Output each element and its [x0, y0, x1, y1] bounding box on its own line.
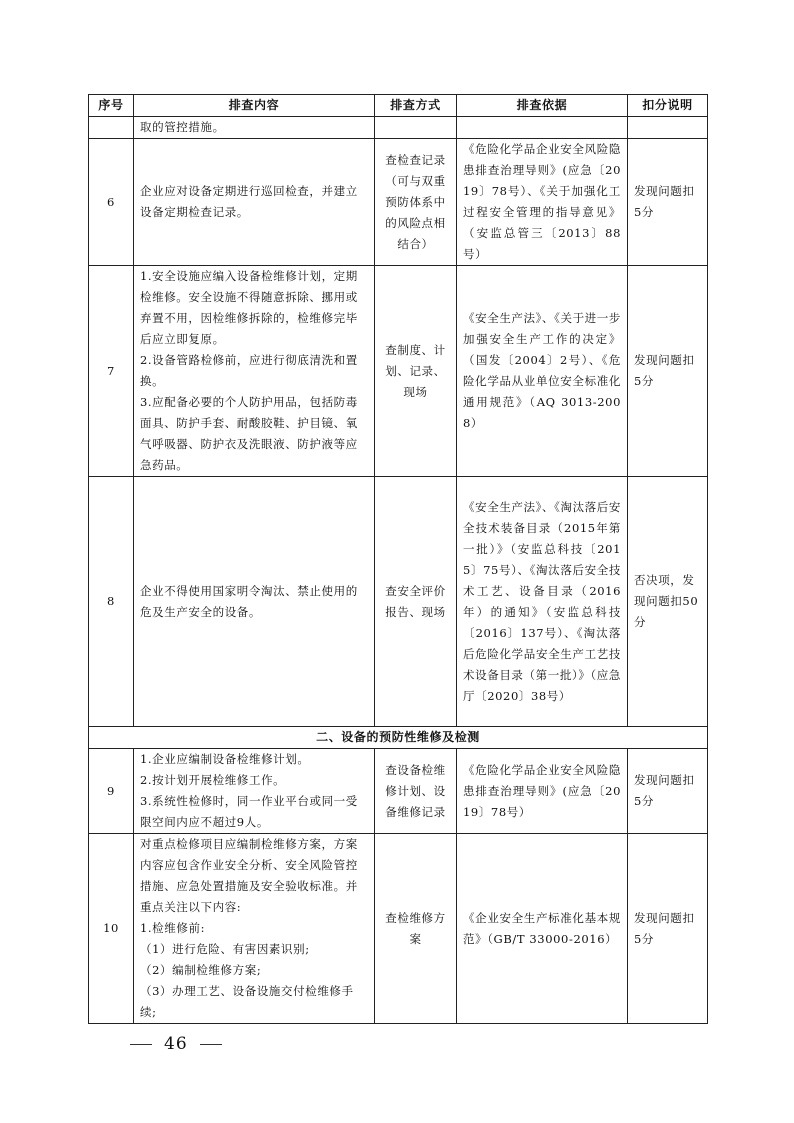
- cell-seq: [89, 117, 134, 139]
- cell-deduct: 否决项，发现问题扣50分: [628, 477, 708, 727]
- inspection-table: [88, 94, 708, 1024]
- cell-deduct: 发现问题扣5分: [628, 749, 708, 834]
- cell-basis: 《安全生产法》、《淘汰落后安全技术装备目录（2015年第一批）》（安监总科技〔2015〕75号）、《淘汰落后安全技术工艺、设备目录（2016年）的通知》（安监总科技〔2016〕137号）、《淘汰落后危险化学品安全生产工艺技术设备目录（第一批）》（应急厅〔2020〕38号）: [457, 477, 628, 727]
- table-row: [89, 477, 708, 727]
- cell-deduct: 发现问题扣5分: [628, 834, 708, 1024]
- cell-basis: [457, 117, 628, 139]
- header-method: 排查方式: [375, 95, 457, 117]
- table-row: [89, 139, 708, 266]
- footer-dash-left: [130, 1044, 152, 1045]
- page-footer: [118, 1034, 234, 1054]
- cell-method: 查安全评价报告、现场: [375, 477, 457, 727]
- content-line: 3.系统性检修时，同一作业平台或同一受限空间内应不超过9人。: [140, 794, 358, 829]
- cell-basis: 《安全生产法》、《关于进一步加强安全生产工作的决定》（国发〔2004〕2号）、《危险化学品从业单位安全标准化通用规范》（AQ 3013-2008）: [457, 266, 628, 477]
- cell-content: [134, 834, 375, 1024]
- content-line: 3.应配备必要的个人防护用品，包括防毒面具、防护手套、耐酸胶鞋、护目镜、氧气呼吸器、防护衣及洗眼液、防护液等应急药品。: [140, 395, 358, 472]
- cell-method: 查检查记录（可与双重预防体系中的风险点相结合）: [375, 139, 457, 266]
- cell-content: [134, 139, 375, 266]
- table-row: [89, 834, 708, 1024]
- section-title: 二、设备的预防性维修及检测: [89, 727, 708, 749]
- table-row: [89, 749, 708, 834]
- content-line: 1.安全设施应编入设备检维修计划，定期检维修。安全设施不得随意拆除、挪用或弃置不用，因检维修拆除的，检维修完毕后应立即复原。: [140, 269, 358, 346]
- content-line: 企业应对设备定期进行巡回检查，并建立设备定期检查记录。: [140, 184, 358, 219]
- table-row-continuation: [89, 117, 708, 139]
- page-number: 46: [164, 1034, 188, 1054]
- footer-dash-right: [200, 1044, 222, 1045]
- header-deduct: 扣分说明: [628, 95, 708, 117]
- cell-seq: 10: [89, 834, 134, 1024]
- cell-basis: 《危险化学品企业安全风险隐患排查治理导则》(应急〔2019〕78号）: [457, 749, 628, 834]
- cell-basis: 《企业安全生产标准化基本规范》（GB/T 33000-2016）: [457, 834, 628, 1024]
- content-line: 1.检维修前:: [140, 921, 206, 935]
- content-line: （1）进行危险、有害因素识别;: [140, 942, 310, 956]
- cell-content: 取的管控措施。: [134, 117, 375, 139]
- table-row: [89, 266, 708, 477]
- cell-method: 查制度、计划、记录、现场: [375, 266, 457, 477]
- header-content: 排查内容: [134, 95, 375, 117]
- cell-content: [134, 266, 375, 477]
- table-header-row: [89, 95, 708, 117]
- content-line: 2.设备管路检修前，应进行彻底清洗和置换。: [140, 353, 358, 388]
- content-line: 对重点检修项目应编制检维修方案，方案内容应包含作业安全分析、安全风险管控措施、应急处置措施及安全验收标准。并重点关注以下内容:: [140, 837, 358, 914]
- cell-method: 查设备检维修计划、设备维修记录: [375, 749, 457, 834]
- header-seq: 序号: [89, 95, 134, 117]
- header-basis: 排查依据: [457, 95, 628, 117]
- cell-seq: 9: [89, 749, 134, 834]
- cell-seq: 7: [89, 266, 134, 477]
- content-line: 企业不得使用国家明令淘汰、禁止使用的危及生产安全的设备。: [140, 583, 358, 619]
- cell-content: [134, 477, 375, 727]
- cell-deduct: [628, 117, 708, 139]
- section-row: [89, 727, 708, 749]
- cell-method: [375, 117, 457, 139]
- cell-content: [134, 749, 375, 834]
- cell-seq: 6: [89, 139, 134, 266]
- cell-method: 查检维修方案: [375, 834, 457, 1024]
- content-line: （2）编制检维修方案;: [140, 963, 262, 977]
- cell-seq: 8: [89, 477, 134, 727]
- content-line: 1.企业应编制设备检维修计划。: [140, 752, 310, 766]
- cell-deduct: 发现问题扣5分: [628, 139, 708, 266]
- content-line: 2.按计划开展检维修工作。: [140, 773, 286, 787]
- content-line: （3）办理工艺、设备设施交付检维修手续;: [140, 984, 354, 1019]
- cell-basis: 《危险化学品企业安全风险隐患排查治理导则》(应急〔2019〕78号）、《关于加强化工过程安全管理的指导意见》（安监总管三〔2013〕88号）: [457, 139, 628, 266]
- cell-deduct: 发现问题扣5分: [628, 266, 708, 477]
